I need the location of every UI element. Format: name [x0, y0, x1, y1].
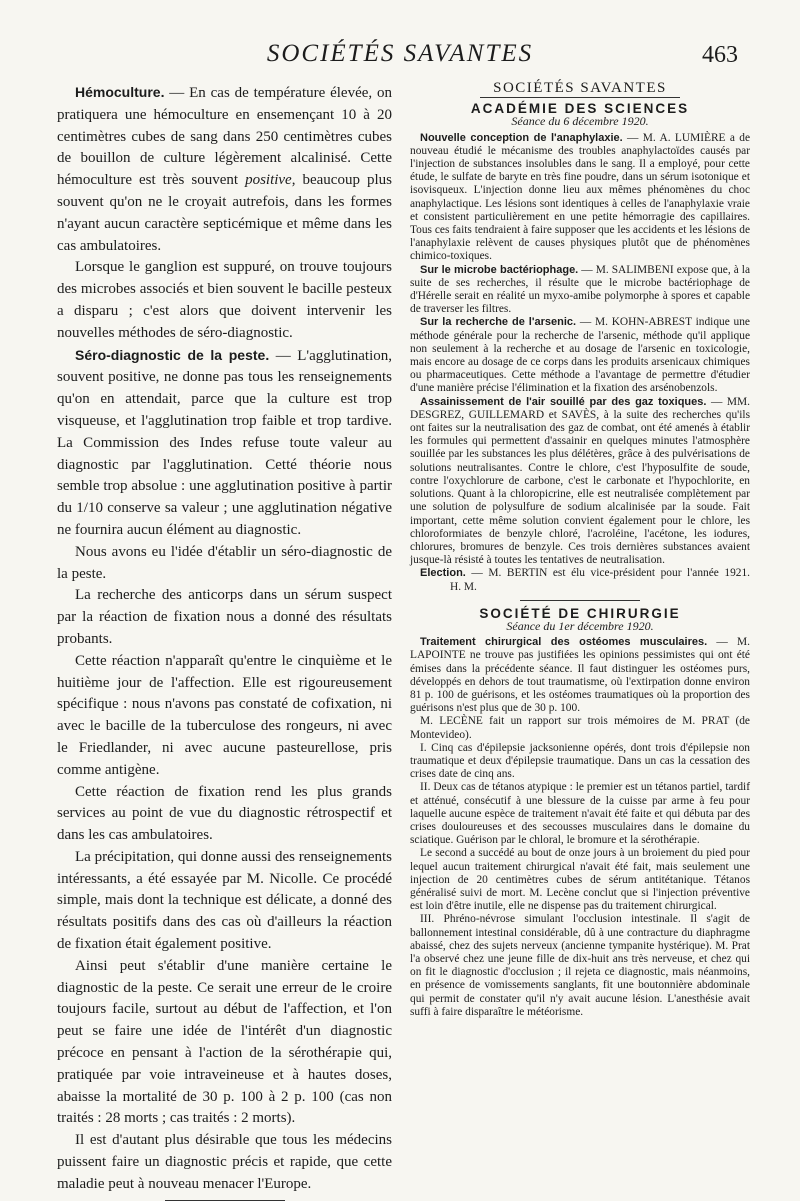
paragraph-epilepsie: I. Cinq cas d'épilepsie jacksonienne opérés, dont trois d'épilepsie non traumatique et deux d'épilepsie traumatique. Dans un cas la cessation des crises date de cinq ans. [410, 741, 750, 781]
entry-osteomes: Traitement chirurgical des ostéomes musculaires. — M. LAPOINTE ne trouve pas justifiées les opinions pessimistes qui ont été émises dans la précédente séance. Il faut distinguer les ostéomes purs, développés en dehors de tout traumatisme, où l'extirpation donne environ 81 p. 100 de guérisons, et les ostéomes traumatiques où la proportion des guérisons n'est plus que de 30 p. 100. [410, 636, 750, 715]
paragraph-ganglion: Lorsque le ganglion est suppuré, on trouve toujours des microbes associés et bien souvent le bacille pesteux a disparu ; c'est alors que doivent intervenir les nouvelles méthodes de séro-diagnostic. [57, 259, 392, 341]
left-column [57, 82, 392, 1201]
paragraph-idee: Nous avons eu l'idée d'établir un séro-diagnostic de la peste. [57, 543, 392, 582]
paragraph-diagnostic: Ainsi peut s'établir d'une manière certaine le diagnostic de la peste. Ce serait une erreur de le croire toujours facile, surtout au début de l'affection, et l'on peut se faire une idée de l'intérêt d'un diagnostic précoce en pensant à l'action de la sérothérapie qui, pratiquée par voie intraveineuse et à hautes doses, abaisse la mortalité de 30 p. 100 à 2 p. 100 (cas non traités : 28 morts ; cas traités : 2 morts). [57, 957, 392, 1127]
signature: H. M. [450, 580, 477, 593]
paragraph-europe: Il est d'autant plus désirable que tous les médecins puissent faire un diagnostic précis et rapide, que cette maladie peut à nouveau menacer l'Europe. [57, 1132, 392, 1192]
paragraph-anticorps: La recherche des anticorps dans un sérum suspect par la réaction de fixation nous a donné des résultats probants. [57, 587, 392, 647]
academie-title: ACADÉMIE DES SCIENCES [470, 101, 690, 117]
paragraph-phreno-nevrose: III. Phréno-névrose simulant l'occlusion intestinale. Il s'agit de ballonnement intestinal considérable, dû à une contracture du diaphragme abaissé, chez des sujets nerveux (ancienne tympanite hystérique). M. Prat l'a observé chez une jeune fille de dix-huit ans très nerveuse, et chez qui on fit le diagnostic d'occlusion ; il rejeta ce diagnostic, mais néanmoins, en présence de vomissements sanglants, fit une boutonnière abdominale qui permit de constater qu'il n'y avait aucune lésion. L'anesthésie avait suffi à faire disparaître le météorisme. [410, 913, 750, 1018]
entry-arsenic: Sur la recherche de l'arsenic. — M. KOHN-ABREST indique une méthode générale pour la recherche de l'arsenic, méthode qu'il applique non seulement à la recherche et au dosage de l'arsenic en toxicologie, mais encore au dosage de ce corps dans les produits arsenicaux chimiques ou pharmaceutiques. Cette méthode a l'avantage de permettre d'étudier d'une manière précise l'élimination et la fixation des arsénobenzols. [410, 316, 750, 395]
right-column [410, 82, 750, 1019]
paragraph-reaction: Cette réaction n'apparaît qu'entre le cinquième et le huitième jour de l'affection. Elle est rigoureusement spécifique : nous n'avons pas constaté de cofixation, ni avec le bacille de la tuberculose des rongeurs, ni avec le Friedlander, ni avec aucune pasteurellose, pris comme antigène. [57, 652, 392, 778]
entry-election: Election. — M. BERTIN est élu vice-président pour l'année 1921. H. M. [420, 567, 750, 593]
section-rule [480, 97, 680, 98]
entry-assainissement: Assainissement de l'air souillé par des gaz toxiques. — MM. DESGREZ, GUILLEMARD et SAVÈS, à la suite des recherches qu'ils ont faites sur la neutralisation des gaz de combat, ont été amenés à établir les formules qui permettent d'assainir en quelques minutes l'atmosphère souillée par les substances les plus délétères, grâce à des pulvérisations de solutions neutralisantes. Contre le chlore, c'est l'hyposulfite de soude, contre l'oxychlorure de carbone, c'est le carbonate et l'hypochlorite, en solutions. Quant à la chloropicrine, elle est neutralisée complètement par une solution de polysulfure de sodium alcalinisée par la soude. Fait important, cette même solution convient également pour le chlore, les chloroformiates de benzyle chloré, l'acroléine, l'acétone, les iodures, chlorures, bromures de benzyle. Ces trois dernières substances avaient jusque-là résisté à toutes les tentatives de neutralisation. [410, 395, 750, 567]
entry-bacteriophage: Sur le microbe bactériophage. — M. SALIMBENI expose que, à la suite de ses recherches, il résulte que le microbe bactériophage de d'Hérelle serait en réalité un myxo-amibe polymorphe à spores et capable de traverser les filtres. [410, 263, 751, 316]
separator-rule [520, 600, 640, 601]
paragraph-lecene: M. LECÈNE fait un rapport sur trois mémoires de M. PRAT (de Montevideo). [410, 715, 750, 741]
heading-sero-diagnostic: Séro-diagnostic de la peste. [75, 346, 270, 363]
paragraph-tetanos: II. Deux cas de tétanos atypique : le premier est un tétanos partiel, tardif et atténué, consécutif à une blessure de la cuisse par arme à feu pour laquelle aucune espèce de traitement n'avait été faite et qui débuta par des crises douloureuses et des secousses musculaires dans le domaine du sciatique. Guérison par le chloral, le bromure et la sérothérapie. [410, 781, 750, 847]
heading-hemoculture: Hémoculture. [75, 84, 165, 100]
end-rule [165, 1200, 285, 1201]
page-number: 463 [702, 42, 738, 68]
chirurgie-date: Séance du 1er décembre 1920. [506, 618, 654, 633]
paragraph-sero-diagnostic: Séro-diagnostic de la peste. — L'agglutination, souvent positive, ne donne pas tous les renseignements qu'on en attendait, parce que la culture est trop visqueuse, et l'agglutination trop faible et trop tardive. La Commission des Indes refuse toute valeur au diagnostic par l'agglutination. Cetté théorie nous semble trop absolue : une agglutination positive à partir du 1/10 conserve sa valeur ; une agglutination négative ne fournira aucun élément au diagnostic. [57, 346, 392, 538]
running-head [0, 40, 800, 80]
paragraph-hemoculture: Hémoculture. — En cas de température élevée, on pratiquera une hémoculture en ensemençant 10 à 20 centimètres cubes de sang dans 250 centimètres cubes de bouillon de culture légèrement alcalinisé. Cette hémoculture est très souvent positive, beaucoup plus souvent qu'on ne le croyait autrefois, dans les formes n'ayant aucun caractère septicémique et même dans les cas ambulatoires. [57, 84, 392, 254]
paragraph-second-cas: Le second a succédé au bout de onze jours à un broiement du pied pour lequel aucun traitement chirurgical n'avait été fait, mais seulement une injection de 20 centimètres cubes de sérum antitétanique. Tétanos généralisé suivi de mort. M. Lecène conclut que si l'injection préventive est loin d'être inutile, elle ne dispense pas du traitement chirurgical. [410, 847, 750, 913]
entry-anaphylaxie: Nouvelle conception de l'anaphylaxie. — M. A. LUMIÈRE a de nouveau étudié le mécanisme des troubles anaphylactoïdes causés par l'injection de substances insolubles dans le sang. Il a employé, pour cette étude, le sulfate de baryte en très fine poudre, dans un sérum isotonique et isovisqueux. L'injection donne lieu aux mêmes phénomènes du choc anaphylactique. Les lésions sont identiques à celles de l'anaphylaxie vraie et consistent particulièrement en une petite hémorragie des capillaires. Tous ces faits tendraient à faire supposer que les accidents et les lésions de l'anaphylaxie relèvent de causes physiques plutôt que de phénomènes chimico-toxiques. [410, 131, 750, 263]
paragraph-fixation: Cette réaction de fixation rend les plus grands services au point de vue du diagnostic rétrospectif et dans les cas ambulatoires. [57, 783, 392, 844]
chirurgie-title: SOCIÉTÉ DE CHIRURGIE [479, 605, 681, 621]
paragraph-precipitation: La précipitation, qui donne aussi des renseignements intéressants, a été essayée par M. Nicolle. Ce procédé simple, mais dont la technique est délicate, a donné des résultats positifs dans des cas où d'ailleurs la réaction de fixation était également positive. [57, 848, 392, 953]
section-heading: SOCIÉTÉS SAVANTES [493, 80, 667, 96]
academie-date: Séance du 6 décembre 1920. [511, 114, 649, 129]
running-title: SOCIÉTÉS SAVANTES [266, 40, 534, 67]
